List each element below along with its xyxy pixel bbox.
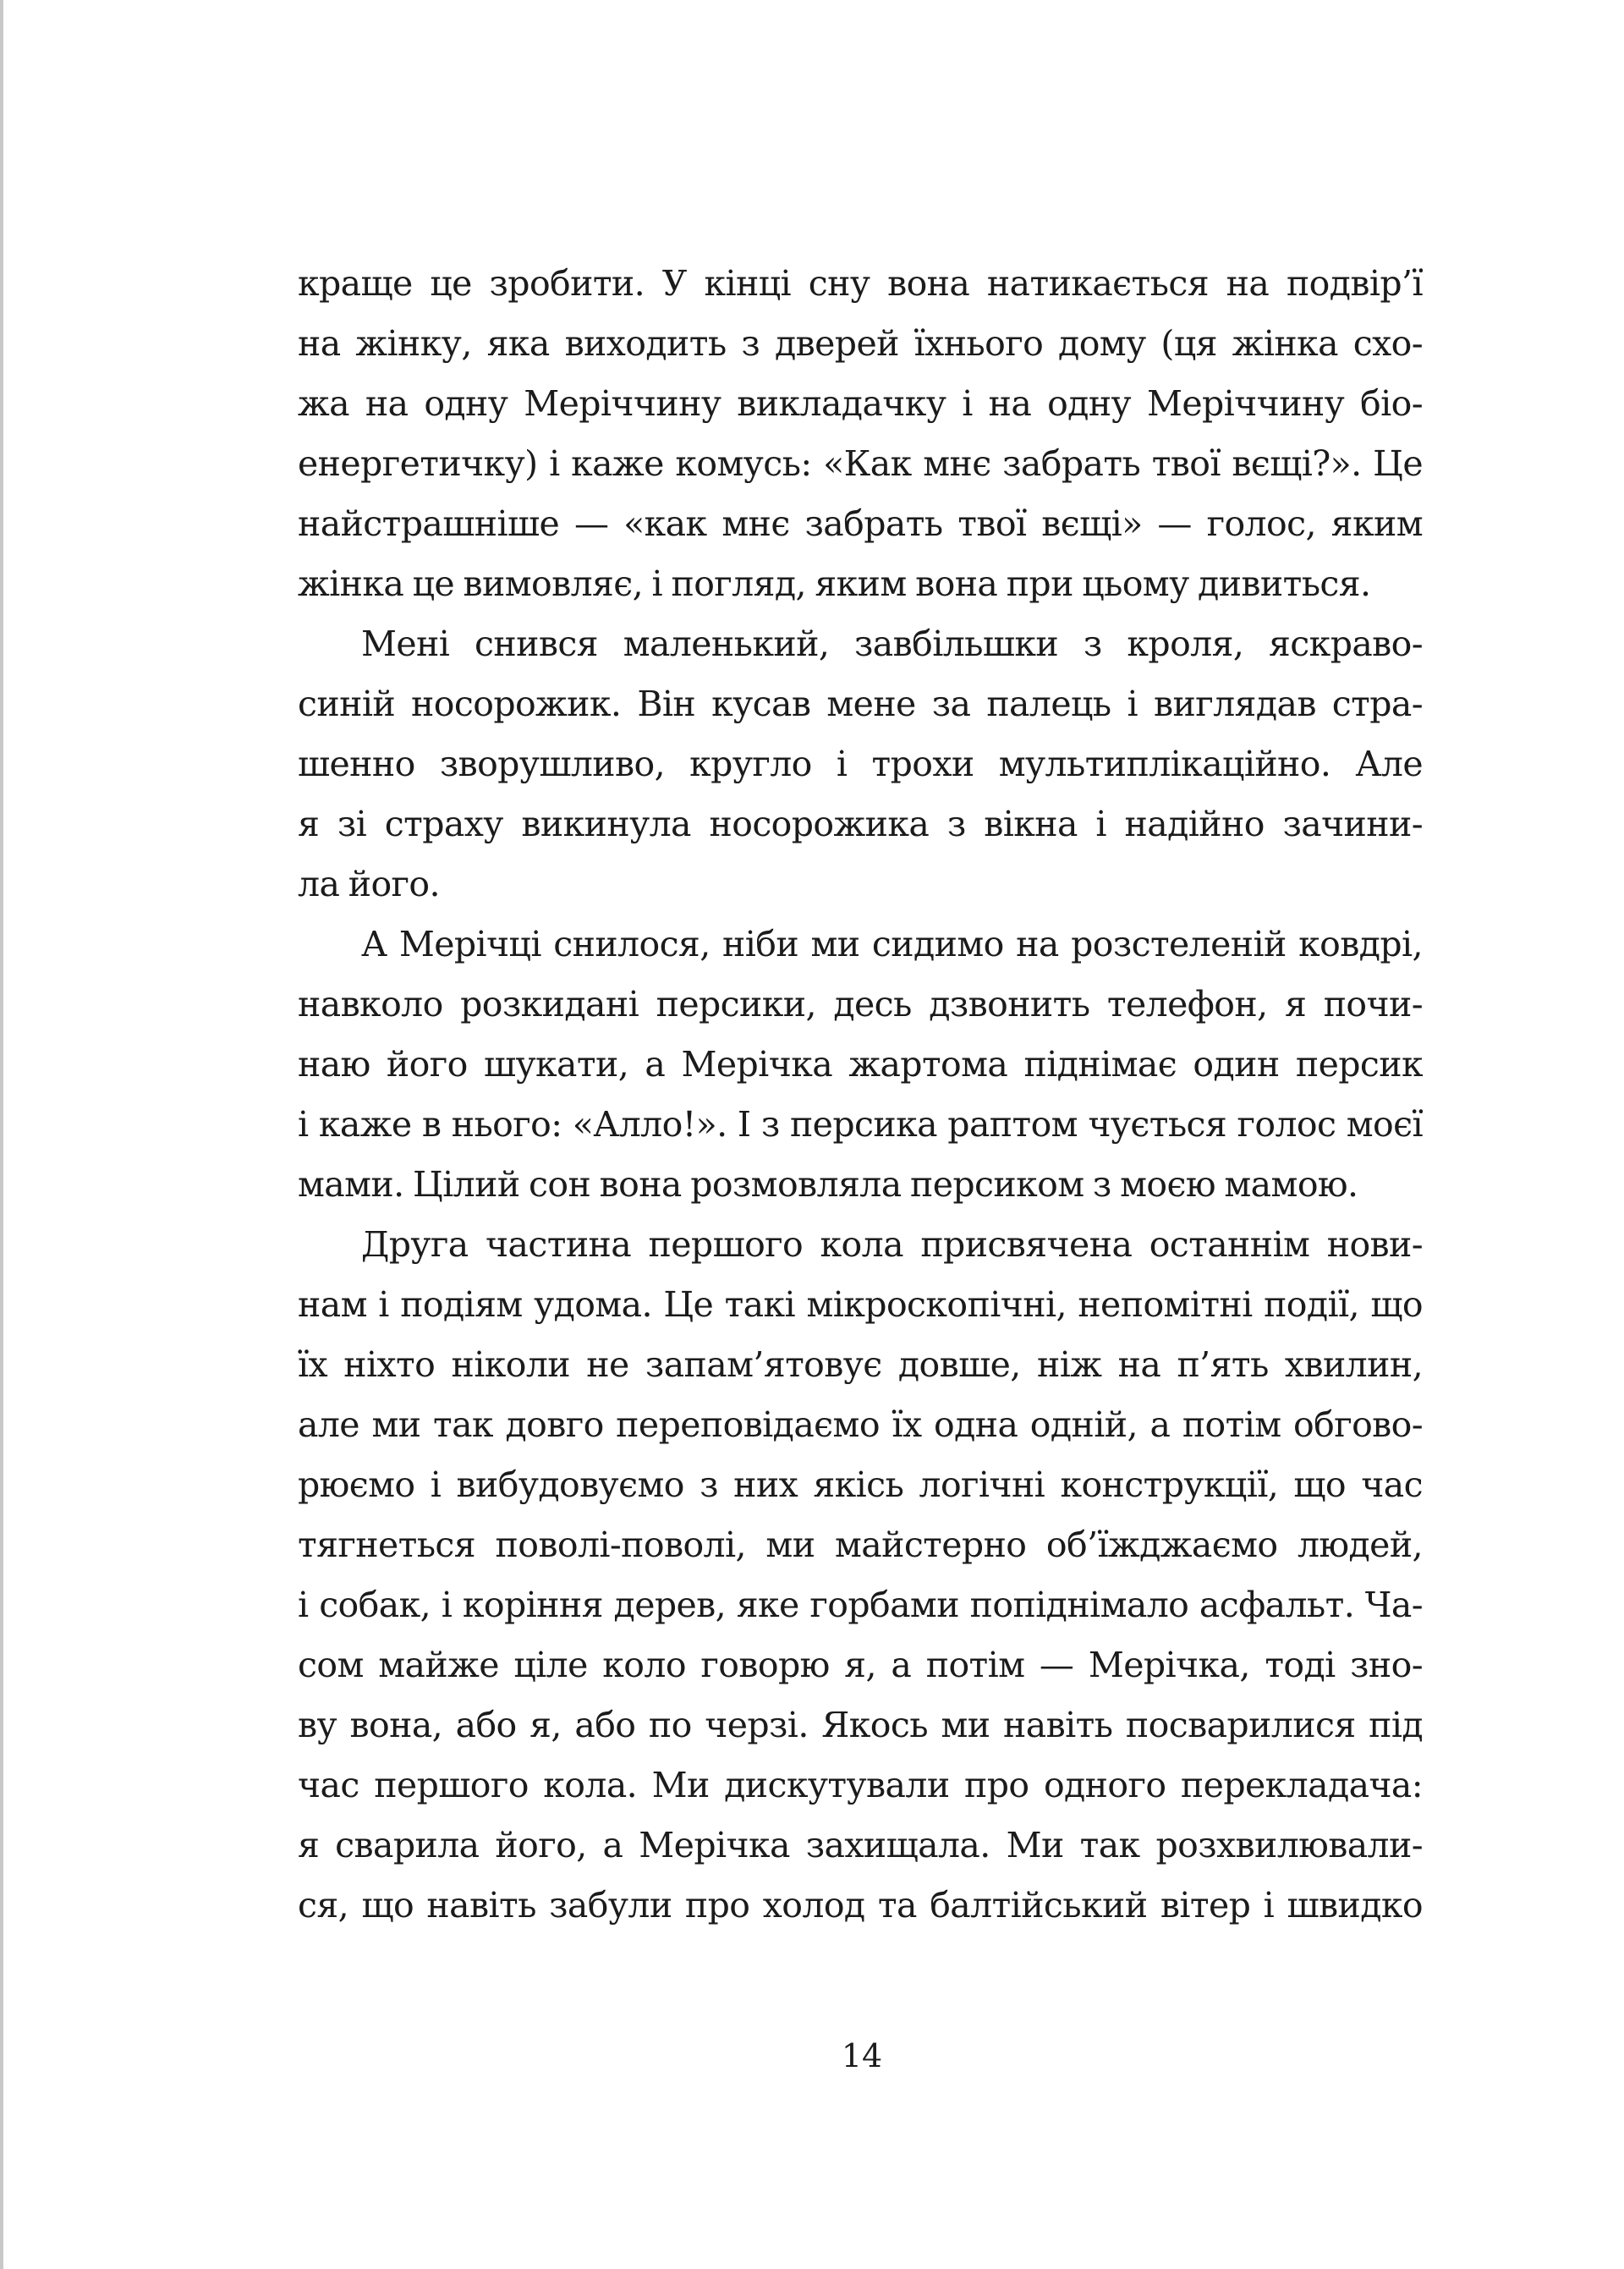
paragraph-first-line: А Мерічці снилося, ніби ми сидимо на розстеленій ковдрі, [361,924,1423,964]
text-line: і собак, і коріння дерев, яке горбами попіднімало асфальт. Ча- [298,1585,1423,1625]
text-line: сом майже ціле коло говорю я, а потім — Мерічка, тоді зно- [298,1645,1423,1685]
text-line: на жінку, яка виходить з дверей їхнього дому (ця жінка схо- [298,323,1423,364]
page-number: 14 [841,2037,883,2074]
text-line: я сварила його, а Мерічка захищала. Ми так розхвилювали- [298,1825,1423,1865]
text-line: нам і подіям удома. Це такі мікроскопічні, непомітні події, що [298,1284,1423,1325]
text-line: синій носорожик. Він кусав мене за палець і виглядав стра- [298,684,1423,724]
text-line: енергетичку) і каже комусь: «Как мнє забрать твої вєщі?». Це [298,443,1423,484]
text-line: але ми так довго переповідаємо їх одна одній, а потім обгово- [298,1404,1423,1445]
text-line: навколо розкидані персики, десь дзвонить телефон, я почи- [298,984,1423,1025]
text-line: жінка це вимовляє, і погляд, яким вона при цьому дивиться. [298,563,1371,604]
text-line: наю його шукати, а Мерічка жартома піднімає один персик [298,1044,1423,1085]
text-line: краще це зробити. У кінці сну вона натикається на подвір’ї [298,263,1423,304]
text-line: шенно зворушливо, кругло і трохи мультиплікаційно. Але [298,744,1423,784]
text-line: ся, що навіть забули про холод та балтійський вітер і швидко [298,1885,1423,1926]
paragraph-first-line: Мені снився маленький, завбільшки з кроля, яскраво- [361,624,1423,664]
paragraph-first-line: Друга частина першого кола присвячена останнім нови- [361,1224,1423,1265]
text-line: я зі страху викинула носорожика з вікна і надійно зачини- [298,804,1423,844]
text-line: найстрашніше — «как мнє забрать твої вєщі» — голос, яким [298,503,1423,544]
text-line: мами. Цілий сон вона розмовляла персиком з моєю мамою. [298,1164,1358,1205]
text-line: час першого кола. Ми дискутували про одного перекладача: [298,1765,1423,1805]
text-line: ла його. [298,864,440,904]
text-line: тягнеться поволі-поволі, ми майстерно об’їжджаємо людей, [298,1525,1423,1565]
page-left-border [0,0,3,2269]
text-line: ву вона, або я, або по черзі. Якось ми навіть посварилися під [298,1705,1423,1745]
text-line: рюємо і вибудовуємо з них якісь логічні конструкції, що час [298,1464,1423,1505]
text-line: жа на одну Меріччину викладачку і на одну Меріччину біо- [298,383,1423,424]
text-line: їх ніхто ніколи не запам’ятовує довше, ніж на п’ять хвилин, [298,1344,1423,1385]
text-line: і каже в нього: «Алло!». І з персика раптом чується голос моєї [298,1104,1423,1145]
